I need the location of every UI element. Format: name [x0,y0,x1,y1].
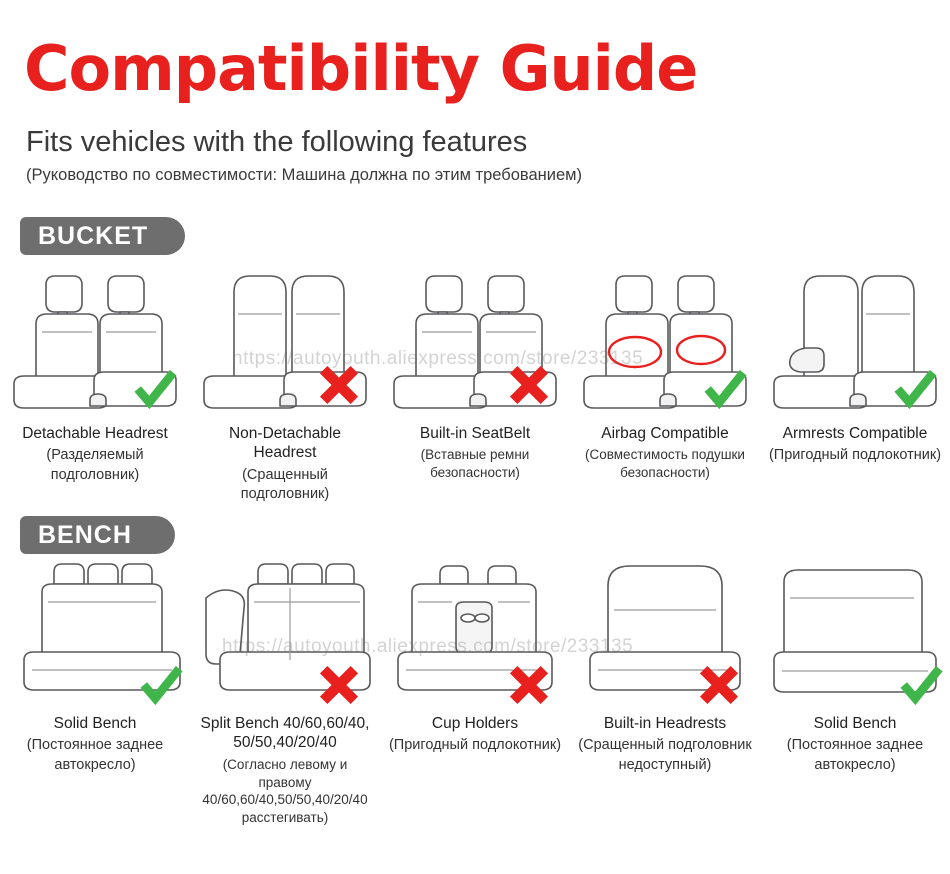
feature-label-en: Airbag Compatible [601,425,729,442]
feature-label-en: Detachable Headrest [22,425,168,442]
status-badge-cross [506,662,552,708]
status-badge-cross [316,362,362,408]
feature-cell [380,552,570,827]
feature-label-ru: (Постоянное заднее автокресло) [786,737,924,773]
feature-label-en: Built-in SeatBelt [419,425,531,442]
feature-label-ru: (Постоянное заднее автокресло) [26,737,164,773]
watermark-top: https://autoyouth.aliexpress.com/store/233135 [232,348,644,369]
page-title: Compatibility Guide [24,32,698,105]
page-subtitle: Fits vehicles with the following features [26,126,528,158]
page-subtitle-russian: (Руководство по совместимости: Машина должна по этим требованием) [26,166,582,184]
status-badge-cross [506,362,552,408]
status-badge-check [702,366,748,412]
feature-label-ru: (Согласно левому и правому 40/60,60/40,50/50,40/20/40 расстегивать) [202,756,368,826]
feature-label-ru: (Сращенный подголовник) [240,466,330,502]
feature-label-en: Solid Bench [53,715,137,732]
feature-label-ru: (Совместимость подушки безопасности) [585,447,745,481]
feature-cell [0,552,190,827]
bucket-row [0,262,950,504]
feature-label-ru: (Сращенный подголовник недоступный) [578,737,752,773]
feature-label-en: Built-in Headrests [603,715,727,732]
feature-label-ru: (Вставные ремни безопасности) [420,447,530,481]
status-badge-cross [316,662,362,708]
feature-label-en: Armrests Compatible [782,425,928,442]
feature-label-en: Split Bench 40/60,60/40, 50/50,40/20/40 [200,715,370,752]
feature-label-ru: (Разделяемый подголовник) [46,447,144,483]
feature-cell [570,262,760,504]
feature-cell [190,262,380,504]
feature-label-ru: (Пригодный подлокотник) [388,737,562,754]
status-badge-check [892,366,938,412]
feature-label-en: Non-Detachable Headrest [228,425,341,462]
feature-label-en: Cup Holders [431,715,519,732]
section-tag-bucket: BUCKET [20,217,185,255]
feature-cell [760,552,950,827]
section-tag-bench: BENCH [20,516,175,554]
feature-cell [0,262,190,504]
watermark-bottom: https://autoyouth.aliexpress.com/store/233135 [222,636,634,657]
status-badge-check [898,662,944,708]
feature-label-ru: (Пригодный подлокотник) [768,447,942,464]
feature-cell [570,552,760,827]
bench-row [0,552,950,827]
feature-cell [760,262,950,504]
status-badge-check [138,662,184,708]
status-badge-check [132,366,178,412]
feature-cell [190,552,380,827]
status-badge-cross [696,662,742,708]
feature-cell [380,262,570,504]
feature-label-en: Solid Bench [813,715,897,732]
